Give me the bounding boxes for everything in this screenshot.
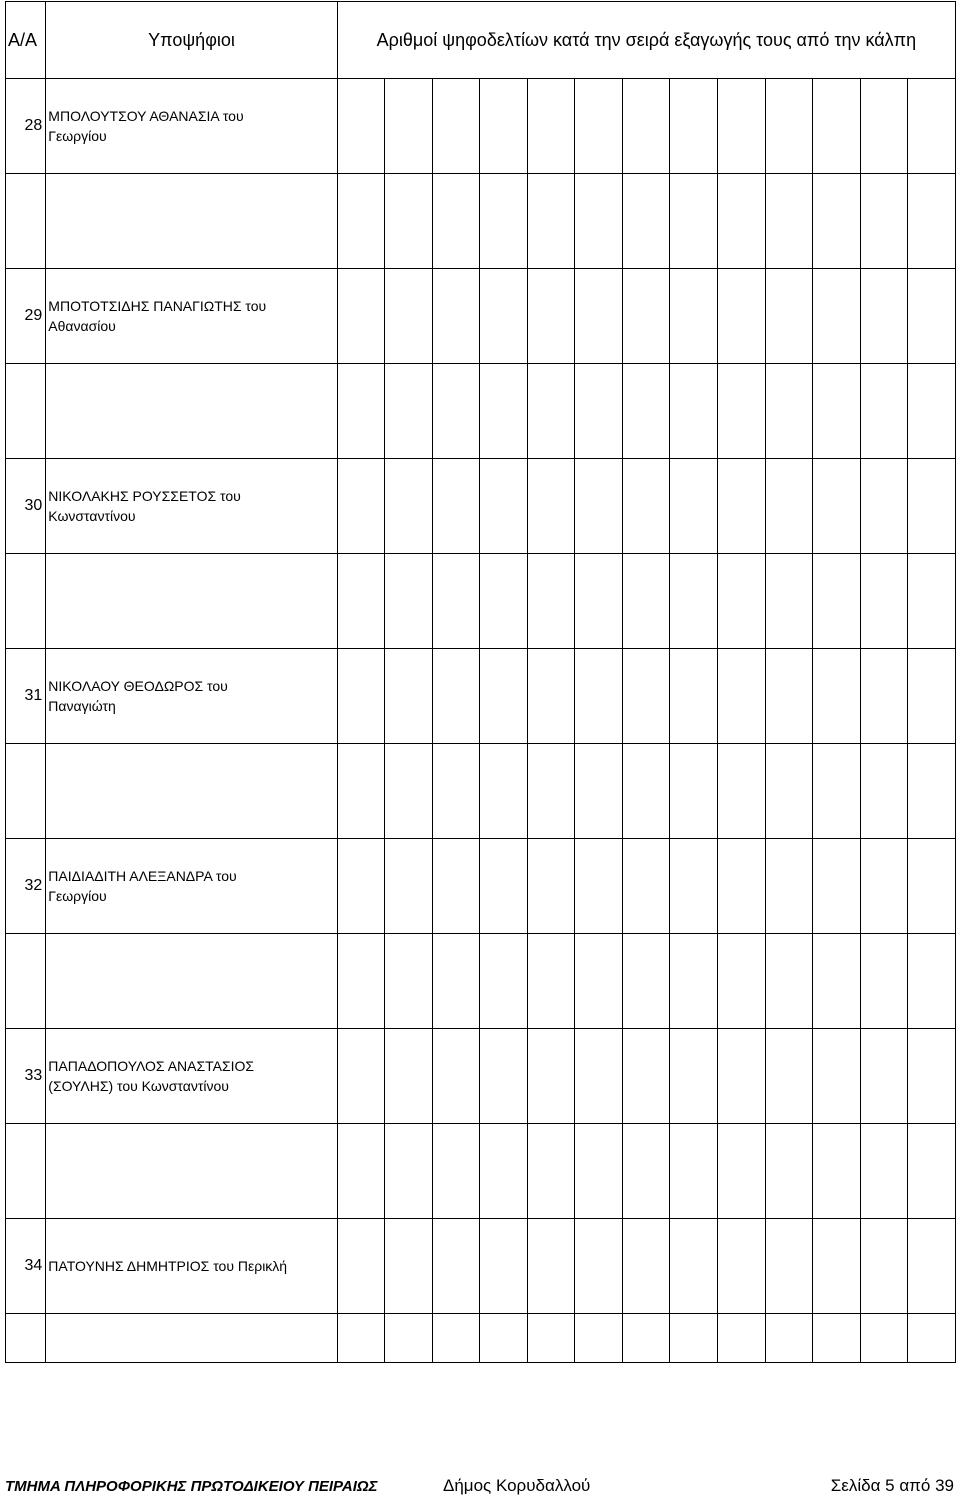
candidate-name-line1: ΜΠΟΤΟΤΣΙΔΗΣ ΠΑΝΑΓΙΩΤΗΣ του — [48, 298, 267, 314]
ballot-number-cell[interactable] — [860, 459, 908, 554]
ballot-number-cell[interactable] — [337, 174, 385, 269]
ballot-number-cell[interactable] — [860, 1124, 908, 1219]
ballot-number-cell[interactable] — [860, 1219, 908, 1314]
page-footer — [5, 1476, 956, 1498]
ballot-number-cell[interactable] — [670, 839, 718, 934]
ballot-number-cell[interactable] — [908, 459, 956, 554]
ballot-number-cell[interactable] — [813, 1124, 861, 1219]
ballot-number-cell[interactable] — [385, 1314, 433, 1363]
ballot-number-cell[interactable] — [385, 364, 433, 459]
ballot-number-cell[interactable] — [527, 934, 575, 1029]
candidate-name — [46, 269, 337, 364]
ballot-number-cell[interactable] — [480, 1029, 528, 1124]
ballot-number-cell[interactable] — [860, 174, 908, 269]
blank-cell — [46, 1314, 337, 1363]
ballot-number-cell[interactable] — [908, 79, 956, 174]
candidate-continuation-row — [6, 1124, 956, 1219]
ballot-number-cell[interactable] — [718, 1314, 766, 1363]
ballot-number-cell[interactable] — [765, 174, 813, 269]
ballot-number-cell[interactable] — [765, 1219, 813, 1314]
ballot-number-cell[interactable] — [908, 174, 956, 269]
footer-department: ΤΜΗΜΑ ΠΛΗΡΟΦΟΡΙΚΗΣ ΠΡΩΤΟΔΙΚΕΙΟΥ ΠΕΙΡΑΙΩΣ — [5, 1478, 378, 1495]
ballot-number-cell[interactable] — [480, 1124, 528, 1219]
candidate-continuation-row — [6, 1314, 956, 1363]
ballot-number-cell[interactable] — [670, 1314, 718, 1363]
ballot-number-cell[interactable] — [480, 554, 528, 649]
ballot-number-cell[interactable] — [385, 649, 433, 744]
candidate-name-line1: ΜΠΟΛΟΥΤΣΟΥ ΑΘΑΝΑΣΙΑ του — [48, 108, 244, 124]
ballot-number-cell[interactable] — [765, 934, 813, 1029]
candidate-name — [46, 1219, 337, 1314]
ballot-number-cell[interactable] — [527, 364, 575, 459]
table-header-row — [6, 2, 956, 79]
ballot-number-cell[interactable] — [527, 174, 575, 269]
ballot-number-cell[interactable] — [432, 79, 480, 174]
blank-cell — [46, 554, 337, 649]
ballot-number-cell[interactable] — [670, 364, 718, 459]
ballot-number-cell[interactable] — [432, 1219, 480, 1314]
ballot-number-cell[interactable] — [813, 744, 861, 839]
ballot-number-cell[interactable] — [765, 79, 813, 174]
candidate-row — [6, 839, 956, 934]
ballot-number-cell[interactable] — [527, 1124, 575, 1219]
ballot-number-cell[interactable] — [718, 79, 766, 174]
candidate-name — [46, 839, 337, 934]
ballot-number-cell[interactable] — [480, 174, 528, 269]
ballot-number-cell[interactable] — [385, 839, 433, 934]
ballot-number-cell[interactable] — [337, 1124, 385, 1219]
candidate-row — [6, 79, 956, 174]
ballot-number-cell[interactable] — [527, 1219, 575, 1314]
ballot-number-cell[interactable] — [575, 1219, 623, 1314]
footer-municipality: Δήμος Κορυδαλλού — [443, 1476, 591, 1495]
ballot-number-cell[interactable] — [860, 649, 908, 744]
ballot-number-cell[interactable] — [575, 459, 623, 554]
candidate-continuation-row — [6, 744, 956, 839]
ballot-number-cell[interactable] — [718, 174, 766, 269]
blank-cell — [6, 1314, 46, 1363]
ballot-number-cell[interactable] — [480, 744, 528, 839]
blank-cell — [46, 934, 337, 1029]
ballot-number-cell[interactable] — [622, 1124, 670, 1219]
ballot-number-cell[interactable] — [765, 364, 813, 459]
candidate-number: 29 — [6, 269, 46, 364]
ballot-number-cell[interactable] — [860, 744, 908, 839]
candidate-name-line1: ΝΙΚΟΛΑΚΗΣ ΡΟΥΣΣΕΤΟΣ του — [48, 488, 241, 504]
ballot-number-cell[interactable] — [432, 1314, 480, 1363]
ballot-number-cell[interactable] — [337, 649, 385, 744]
ballot-number-cell[interactable] — [718, 269, 766, 364]
ballot-number-cell[interactable] — [670, 174, 718, 269]
ballot-number-cell[interactable] — [385, 174, 433, 269]
ballot-number-cell[interactable] — [575, 79, 623, 174]
ballot-number-cell[interactable] — [908, 554, 956, 649]
ballot-number-cell[interactable] — [575, 364, 623, 459]
ballot-number-cell[interactable] — [670, 744, 718, 839]
candidate-name-line2: Κωνσταντίνου — [48, 508, 136, 524]
ballot-number-cell[interactable] — [670, 934, 718, 1029]
ballot-number-cell[interactable] — [480, 269, 528, 364]
candidate-number: 31 — [6, 649, 46, 744]
ballot-number-cell[interactable] — [860, 79, 908, 174]
ballot-number-cell[interactable] — [527, 649, 575, 744]
ballot-number-cell[interactable] — [622, 744, 670, 839]
candidate-row — [6, 1029, 956, 1124]
ballot-number-cell[interactable] — [337, 364, 385, 459]
ballot-number-cell[interactable] — [480, 364, 528, 459]
ballot-number-cell[interactable] — [813, 364, 861, 459]
candidate-name-line1: ΠΑΙΔΙΑΔΙΤΗ ΑΛΕΞΑΝΔΡΑ του — [48, 868, 237, 884]
candidate-number: 30 — [6, 459, 46, 554]
candidate-name — [46, 649, 337, 744]
candidate-continuation-row — [6, 174, 956, 269]
candidate-row — [6, 459, 956, 554]
ballot-number-cell[interactable] — [765, 269, 813, 364]
ballot-number-cell[interactable] — [337, 839, 385, 934]
ballot-number-cell[interactable] — [575, 1124, 623, 1219]
ballot-number-cell[interactable] — [385, 934, 433, 1029]
ballot-number-cell[interactable] — [622, 649, 670, 744]
candidate-number: 33 — [6, 1029, 46, 1124]
ballot-number-cell[interactable] — [718, 649, 766, 744]
ballot-number-cell[interactable] — [337, 269, 385, 364]
ballot-number-cell[interactable] — [908, 1124, 956, 1219]
ballot-number-cell[interactable] — [813, 79, 861, 174]
ballot-number-cell[interactable] — [337, 459, 385, 554]
ballot-number-cell[interactable] — [432, 459, 480, 554]
ballot-number-cell[interactable] — [670, 1124, 718, 1219]
ballot-number-cell[interactable] — [718, 1124, 766, 1219]
ballot-number-cell[interactable] — [385, 269, 433, 364]
ballot-number-cell[interactable] — [718, 364, 766, 459]
ballot-number-cell[interactable] — [432, 174, 480, 269]
ballot-number-cell[interactable] — [385, 744, 433, 839]
column-header-aa: Α/Α — [6, 2, 46, 79]
ballot-number-cell[interactable] — [527, 1314, 575, 1363]
candidate-row — [6, 1219, 956, 1314]
blank-cell — [6, 1124, 46, 1219]
candidate-name-line1: ΠΑΠΑΔΟΠΟΥΛΟΣ ΑΝΑΣΤΑΣΙΟΣ — [48, 1058, 255, 1074]
ballot-number-cell[interactable] — [718, 934, 766, 1029]
ballot-number-cell[interactable] — [480, 1219, 528, 1314]
column-header-ballot-numbers: Αριθμοί ψηφοδελτίων κατά την σειρά εξαγωγής τους από την κάλπη — [337, 2, 955, 79]
ballot-number-cell[interactable] — [527, 269, 575, 364]
ballot-number-cell[interactable] — [670, 1219, 718, 1314]
ballot-number-cell[interactable] — [908, 744, 956, 839]
blank-cell — [6, 934, 46, 1029]
ballot-count-table — [5, 1, 956, 1363]
ballot-number-cell[interactable] — [385, 79, 433, 174]
ballot-number-cell[interactable] — [575, 839, 623, 934]
ballot-number-cell[interactable] — [670, 269, 718, 364]
candidate-continuation-row — [6, 364, 956, 459]
blank-cell — [6, 174, 46, 269]
ballot-number-cell[interactable] — [670, 1029, 718, 1124]
ballot-number-cell[interactable] — [908, 1219, 956, 1314]
ballot-number-cell[interactable] — [670, 459, 718, 554]
ballot-number-cell[interactable] — [527, 1029, 575, 1124]
ballot-number-cell[interactable] — [718, 839, 766, 934]
ballot-number-cell[interactable] — [813, 459, 861, 554]
ballot-number-cell[interactable] — [813, 1029, 861, 1124]
ballot-number-cell[interactable] — [765, 1029, 813, 1124]
ballot-number-cell[interactable] — [385, 459, 433, 554]
ballot-number-cell[interactable] — [718, 744, 766, 839]
ballot-number-cell[interactable] — [670, 554, 718, 649]
ballot-number-cell[interactable] — [480, 934, 528, 1029]
ballot-number-cell[interactable] — [622, 1314, 670, 1363]
ballot-number-cell[interactable] — [575, 554, 623, 649]
ballot-number-cell[interactable] — [337, 1219, 385, 1314]
candidate-name-line2: Παναγιώτη — [48, 698, 116, 714]
candidate-name-line2: Αθανασίου — [48, 318, 116, 334]
ballot-number-cell[interactable] — [432, 1124, 480, 1219]
blank-cell — [46, 1124, 337, 1219]
candidate-name — [46, 79, 337, 174]
ballot-number-cell[interactable] — [765, 1314, 813, 1363]
blank-cell — [6, 554, 46, 649]
ballot-number-cell[interactable] — [765, 744, 813, 839]
ballot-number-cell[interactable] — [337, 934, 385, 1029]
ballot-number-cell[interactable] — [813, 1314, 861, 1363]
ballot-number-cell[interactable] — [622, 364, 670, 459]
ballot-number-cell[interactable] — [908, 649, 956, 744]
ballot-number-cell[interactable] — [718, 459, 766, 554]
ballot-number-cell[interactable] — [432, 934, 480, 1029]
candidate-row — [6, 649, 956, 744]
ballot-number-cell[interactable] — [337, 744, 385, 839]
ballot-number-cell[interactable] — [575, 934, 623, 1029]
blank-cell — [46, 364, 337, 459]
ballot-number-cell[interactable] — [432, 1029, 480, 1124]
ballot-number-cell[interactable] — [337, 1314, 385, 1363]
candidate-name-line2: Γεωργίου — [48, 888, 107, 904]
candidate-name — [46, 459, 337, 554]
ballot-number-cell[interactable] — [908, 364, 956, 459]
ballot-number-cell[interactable] — [480, 839, 528, 934]
ballot-number-cell[interactable] — [432, 554, 480, 649]
ballot-number-cell[interactable] — [337, 554, 385, 649]
ballot-number-cell[interactable] — [718, 1219, 766, 1314]
ballot-number-cell[interactable] — [765, 839, 813, 934]
ballot-number-cell[interactable] — [527, 79, 575, 174]
ballot-number-cell[interactable] — [622, 554, 670, 649]
ballot-number-cell[interactable] — [860, 839, 908, 934]
blank-cell — [46, 174, 337, 269]
ballot-number-cell[interactable] — [622, 1219, 670, 1314]
ballot-number-cell[interactable] — [432, 839, 480, 934]
candidate-continuation-row — [6, 934, 956, 1029]
candidate-name — [46, 1029, 337, 1124]
ballot-number-cell[interactable] — [813, 1219, 861, 1314]
ballot-number-cell[interactable] — [622, 839, 670, 934]
ballot-number-cell[interactable] — [432, 269, 480, 364]
ballot-number-cell[interactable] — [622, 269, 670, 364]
ballot-number-cell[interactable] — [908, 934, 956, 1029]
ballot-number-cell[interactable] — [860, 364, 908, 459]
ballot-number-cell[interactable] — [575, 1314, 623, 1363]
ballot-number-cell[interactable] — [718, 554, 766, 649]
ballot-number-cell[interactable] — [575, 174, 623, 269]
ballot-number-cell[interactable] — [908, 839, 956, 934]
ballot-number-cell[interactable] — [480, 79, 528, 174]
ballot-number-cell[interactable] — [908, 1029, 956, 1124]
ballot-number-cell[interactable] — [575, 649, 623, 744]
ballot-number-cell[interactable] — [718, 1029, 766, 1124]
ballot-number-cell[interactable] — [765, 1124, 813, 1219]
ballot-number-cell[interactable] — [527, 744, 575, 839]
ballot-number-cell[interactable] — [337, 79, 385, 174]
ballot-number-cell[interactable] — [908, 1314, 956, 1363]
ballot-number-cell[interactable] — [432, 649, 480, 744]
ballot-number-cell[interactable] — [575, 744, 623, 839]
candidate-row — [6, 269, 956, 364]
ballot-number-cell[interactable] — [575, 269, 623, 364]
candidate-name-line2: (ΣΟΥΛΗΣ) του Κωνσταντίνου — [48, 1078, 229, 1094]
ballot-number-cell[interactable] — [908, 269, 956, 364]
blank-cell — [46, 744, 337, 839]
candidate-number: 28 — [6, 79, 46, 174]
ballot-number-cell[interactable] — [813, 839, 861, 934]
ballot-number-cell[interactable] — [575, 1029, 623, 1124]
ballot-number-cell[interactable] — [480, 1314, 528, 1363]
ballot-number-cell[interactable] — [385, 1124, 433, 1219]
ballot-number-cell[interactable] — [432, 744, 480, 839]
column-header-candidates: Υποψήφιοι — [46, 2, 337, 79]
ballot-number-cell[interactable] — [813, 649, 861, 744]
ballot-number-cell[interactable] — [385, 1029, 433, 1124]
ballot-number-cell[interactable] — [765, 554, 813, 649]
candidate-name-line1: ΠΑΤΟΥΝΗΣ ΔΗΜΗΤΡΙΟΣ του Περικλή — [48, 1258, 288, 1274]
ballot-number-cell[interactable] — [337, 1029, 385, 1124]
ballot-number-cell[interactable] — [527, 839, 575, 934]
table-body — [6, 79, 956, 1363]
ballot-number-cell[interactable] — [765, 649, 813, 744]
blank-cell — [6, 364, 46, 459]
ballot-number-cell[interactable] — [860, 934, 908, 1029]
ballot-number-cell[interactable] — [813, 269, 861, 364]
footer-page-number: Σελίδα 5 από 39 — [830, 1476, 954, 1495]
blank-cell — [6, 744, 46, 839]
ballot-number-cell[interactable] — [860, 1314, 908, 1363]
ballot-number-cell[interactable] — [527, 459, 575, 554]
ballot-number-cell[interactable] — [670, 79, 718, 174]
ballot-number-cell[interactable] — [622, 79, 670, 174]
ballot-number-cell[interactable] — [765, 459, 813, 554]
ballot-number-cell[interactable] — [480, 649, 528, 744]
candidate-name-line1: ΝΙΚΟΛΑΟΥ ΘΕΟΔΩΡΟΣ του — [48, 678, 228, 694]
ballot-number-cell[interactable] — [385, 1219, 433, 1314]
candidate-number: 34 — [6, 1219, 46, 1314]
ballot-number-cell[interactable] — [527, 554, 575, 649]
ballot-number-cell[interactable] — [622, 174, 670, 269]
ballot-number-cell[interactable] — [860, 1029, 908, 1124]
ballot-number-cell[interactable] — [622, 1029, 670, 1124]
ballot-number-cell[interactable] — [813, 174, 861, 269]
ballot-number-cell[interactable] — [813, 934, 861, 1029]
candidate-continuation-row — [6, 554, 956, 649]
ballot-number-cell[interactable] — [670, 649, 718, 744]
candidate-number: 32 — [6, 839, 46, 934]
ballot-count-sheet — [5, 1, 956, 1363]
ballot-number-cell[interactable] — [480, 459, 528, 554]
ballot-number-cell[interactable] — [622, 934, 670, 1029]
ballot-number-cell[interactable] — [860, 269, 908, 364]
ballot-number-cell[interactable] — [813, 554, 861, 649]
ballot-number-cell[interactable] — [622, 459, 670, 554]
ballot-number-cell[interactable] — [860, 554, 908, 649]
ballot-number-cell[interactable] — [432, 364, 480, 459]
candidate-name-line2: Γεωργίου — [48, 128, 107, 144]
ballot-number-cell[interactable] — [385, 554, 433, 649]
